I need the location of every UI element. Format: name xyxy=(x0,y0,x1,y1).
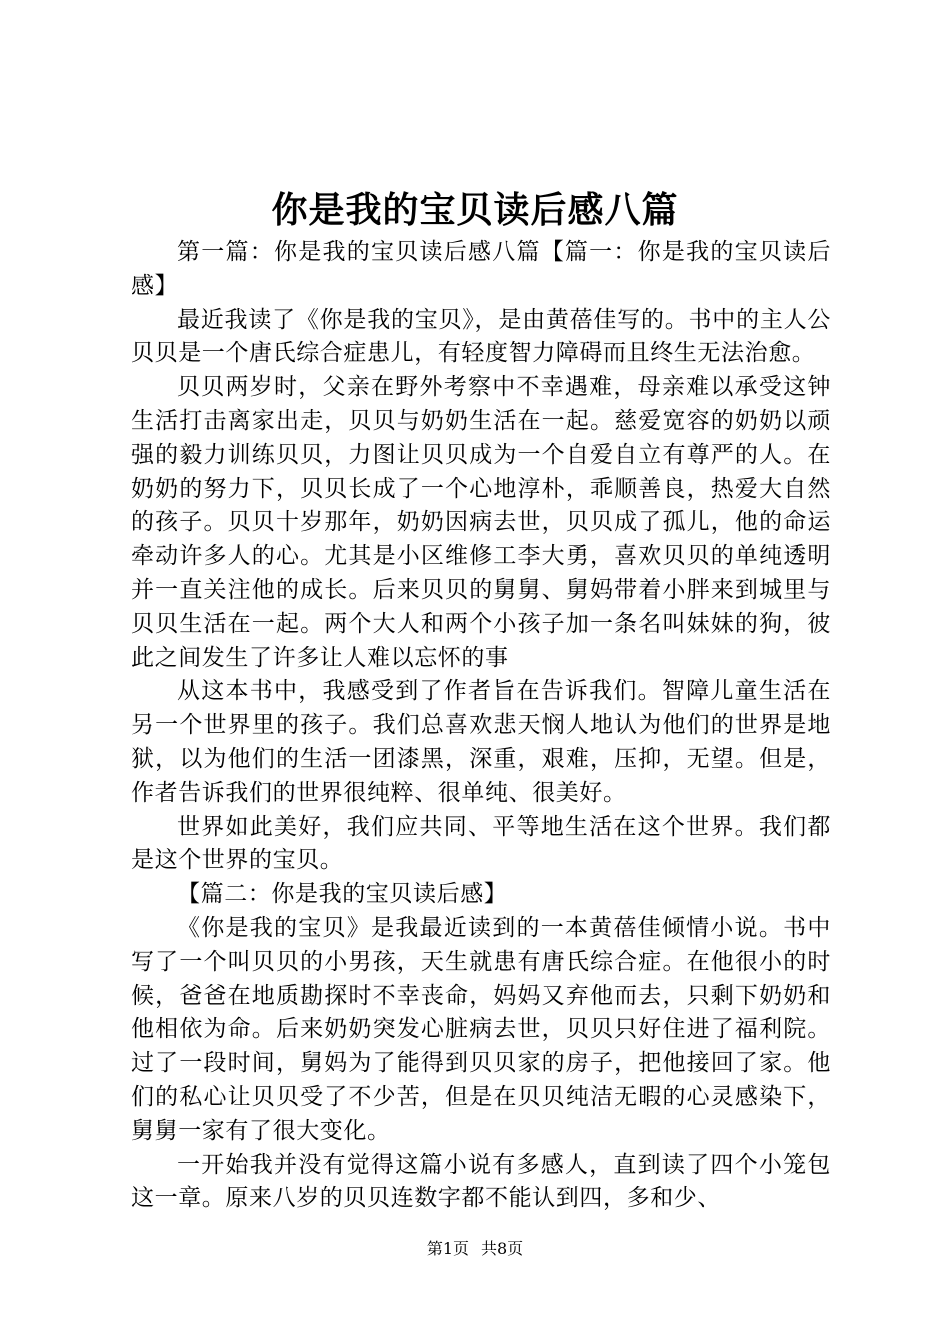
paragraph: 《你是我的宝贝》是我最近读到的一本黄蓓佳倾情小说。书中写了一个叫贝贝的小男孩，天生就患有唐氏综合症。在他很小的时候，爸爸在地质勘探时不幸丧命，妈妈又弃他而去，只剩下奶奶和他相依为命。后来奶奶突发心脏病去世，贝贝只好住进了福利院。过了一段时间，舅妈为了能得到贝贝家的房子，把他接回了家。他们的私心让贝贝受了不少苦，但是在贝贝纯洁无暇的心灵感染下，舅舅一家有了很大变化。 xyxy=(131,914,831,1144)
paragraph: 世界如此美好，我们应共同、平等地生活在这个世界。我们都是这个世界的宝贝。 xyxy=(131,813,831,874)
page-number: 第1页 xyxy=(426,1239,469,1258)
paragraph: 第一篇：你是我的宝贝读后感八篇【篇一：你是我的宝贝读后感】 xyxy=(131,239,831,299)
paragraph: 【篇二：你是我的宝贝读后感】 xyxy=(177,881,508,908)
document-title: 你是我的宝贝读后感八篇 xyxy=(271,189,679,231)
page-total: 共8页 xyxy=(481,1239,524,1258)
paragraph: 从这本书中，我感受到了作者旨在告诉我们。智障儿童生活在另一个世界里的孩子。我们总喜欢悲天悯人地认为他们的世界是地狱，以为他们的生活一团漆黑，深重，艰难，压抑，无望。但是，作者告诉我们的世界很纯粹、很单纯、很美好。 xyxy=(131,678,831,806)
document-body xyxy=(131,236,831,1216)
paragraph: 一开始我并没有觉得这篇小说有多感人，直到读了四个小笼包这一章。原来八岁的贝贝连数字都不能认到四，多和少、 xyxy=(131,1151,831,1212)
paragraph: 贝贝两岁时，父亲在野外考察中不幸遇难，母亲难以承受这钟生活打击离家出走，贝贝与奶奶生活在一起。慈爱宽容的奶奶以顽强的毅力训练贝贝，力图让贝贝成为一个自爱自立有尊严的人。在奶奶的努力下，贝贝长成了一个心地淳朴，乖顺善良，热爱大自然的孩子。贝贝十岁那年，奶奶因病去世，贝贝成了孤儿，他的命运牵动许多人的心。尤其是小区维修工李大勇，喜欢贝贝的单纯透明并一直关注他的成长。后来贝贝的舅舅、舅妈带着小胖来到城里与贝贝生活在一起。两个大人和两个小孩子加一条名叫妹妹的狗，彼此之间发生了许多让人难以忘怀的事 xyxy=(131,374,831,671)
paragraph: 最近我读了《你是我的宝贝》，是由黄蓓佳写的。书中的主人公贝贝是一个唐氏综合症患儿，有轻度智力障碍而且终生无法治愈。 xyxy=(131,306,831,367)
page-footer xyxy=(0,1238,950,1260)
